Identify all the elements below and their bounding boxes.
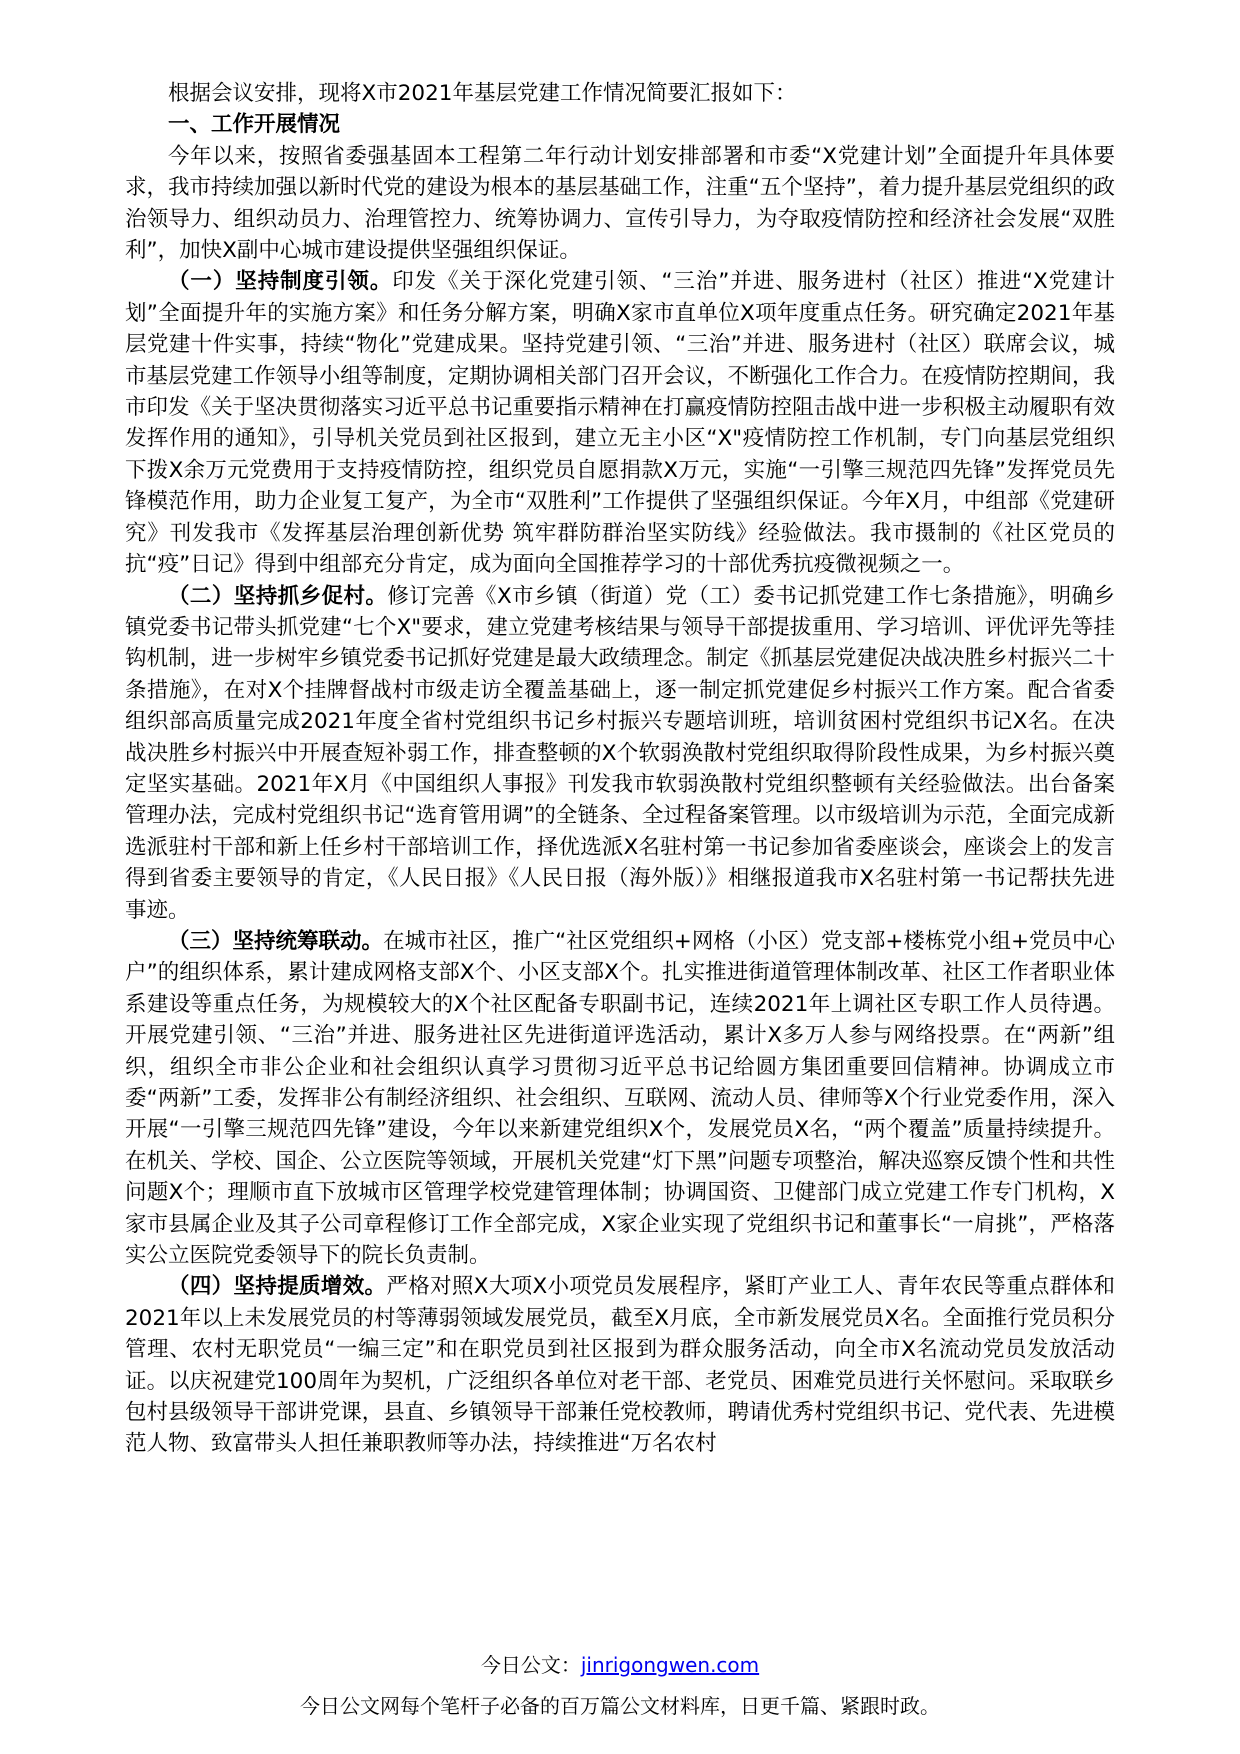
subsection-title: （四）坚持提质增效。 [168,1274,387,1300]
subsection-body: 印发《关于深化党建引领、“三治”并进、服务进村（社区）推进“X党建计划”全面提升年的实施方案》和任务分解方案，明确X家市直单位X项年度重点任务。研究确定2021年基层党建十件实事，持续“物化”党建成果。坚持党建引领、“三治”并进、服务进村（社区）联席会议，城市基层党建工作领导小组等制度，定期协调相关部门召开会议，不断强化工作合力。在疫情防控期间，我市印发《关于坚决贯彻落实习近平总书记重要指示精神在打赢疫情防控阻击战中进一步积极主动履职有效发挥作用的通知》，引导机关党员到社区报到，建立无主小区“X"疫情防控工作机制，专门向基层党组织下拨X余万元党费用于支持疫情防控，组织党员自愿捐款X万元，实施“一引擎三规范四先锋”发挥党员先锋模范作用，助力企业复工复产，为全市“双胜利”工作提供了坚强组织保证。今年X月，中组部《党建研究》刊发我市《发挥基层治理创新优势 筑牢群防群治坚实防线》经验做法。我市摄制的《社区党员的抗“疫”日记》得到中组部充分肯定，成为面向全国推荐学习的十部优秀抗疫微视频之一。 [125,269,1115,578]
section-intro-paragraph: 今年以来，按照省委强基固本工程第二年行动计划安排部署和市委“X党建计划”全面提升年具体要求，我市持续加强以新时代党的建设为根本的基层基础工作，注重“五个坚持”，着力提升基层党组织的政治领导力、组织动员力、治理管控力、统筹协调力、宣传引导力，为夺取疫情防控和经济社会发展“双胜利”，加快X副中心城市建设提供坚强组织保证。 [125,143,1115,264]
subsection-paragraph [125,581,1115,926]
intro-paragraph: 根据会议安排，现将X市2021年基层党建工作情况简要汇报如下： [168,81,797,106]
section-heading: 一、工作开展情况 [168,112,341,138]
subsection-title: （二）坚持抓乡促村。 [168,583,388,609]
subsection-paragraph [125,1271,1115,1459]
subsection-title: （一）坚持制度引领。 [168,269,393,295]
footer-site-label: 今日公文： [480,1653,581,1677]
subsection-title: （三）坚持统筹联动。 [168,928,384,954]
subsection-paragraph [125,266,1115,580]
footer-tagline: 今日公文网每个笔杆子必备的百万篇公文材料库，日更千篇、紧跟时政。 [300,1694,940,1718]
subsection-body: 在城市社区，推广“社区党组织+网格（小区）党支部+楼栋党小组+党员中心户”的组织体系，累计建成网格支部X个、小区支部X个。扎实推进街道管理体制改革、社区工作者职业体系建设等重点任务，为规模较大的X个社区配备专职副书记，连续2021年上调社区专职工作人员待遇。开展党建引领、“三治”并进、服务进社区先进街道评选活动，累计X多万人参与网络投票。在“两新”组织，组织全市非公企业和社会组织认真学习贯彻习近平总书记给圆方集团重要回信精神。协调成立市委“两新”工委，发挥非公有制经济组织、社会组织、互联网、流动人员、律师等X个行业党委作用，深入开展“一引擎三规范四先锋”建设，今年以来新建党组织X个，发展党员X名，“两个覆盖”质量持续提升。在机关、学校、国企、公立医院等领域，开展机关党建“灯下黑”问题专项整治，解决巡察反馈个性和共性问题X个；理顺市直下放城市区管理学校党建管理体制；协调国资、卫健部门成立党建工作专门机构，X家市县属企业及其子公司章程修订工作全部完成，X家企业实现了党组织书记和董事长“一肩挑”，严格落实公立医院党委领导下的院长负责制。 [125,928,1115,1269]
footer-site-link[interactable]: jinrigongwen.com [580,1653,760,1677]
footer-site [0,1652,1240,1678]
subsection-body: 严格对照X大项X小项党员发展程序，紧盯产业工人、青年农民等重点群体和2021年以上未发展党员的村等薄弱领域发展党员，截至X月底，全市新发展党员X名。全面推行党员积分管理、农村无职党员“一编三定”和在职党员到社区报到为群众服务活动，向全市X名流动党员发放活动证。以庆祝建党100周年为契机，广泛组织各单位对老干部、老党员、困难党员进行关怀慰问。采取联乡包村县级领导干部讲党课，县直、乡镇领导干部兼任党校教师，聘请优秀村党组织书记、党代表、先进模范人物、致富带头人担任兼职教师等办法，持续推进“万名农村 [125,1274,1115,1457]
document-body [125,78,1115,1460]
subsection-body: 修订完善《X市乡镇（街道）党（工）委书记抓党建工作七条措施》，明确乡镇党委书记带头抓党建“七个X"要求，建立党建考核结果与领导干部提拔重用、学习培训、评优评先等挂钩机制，进一步树牢乡镇党委书记抓好党建是最大政绩理念。制定《抓基层党建促决战决胜乡村振兴二十条措施》，在对X个挂牌督战村市级走访全覆盖基础上，逐一制定抓党建促乡村振兴工作方案。配合省委组织部高质量完成2021年度全省村党组织书记乡村振兴专题培训班，培训贫困村党组织书记X名。在决战决胜乡村振兴中开展查短补弱工作，排查整顿的X个软弱涣散村党组织取得阶段性成果，为乡村振兴奠定坚实基础。2021年X月《中国组织人事报》刊发我市软弱涣散村党组织整顿有关经验做法。出台备案管理办法，完成村党组织书记“选育管用调”的全链条、全过程备案管理。以市级培训为示范，全面完成新选派驻村干部和新上任乡村干部培训工作，择优选派X名驻村第一书记参加省委座谈会，座谈会上的发言得到省委主要领导的肯定，《人民日报》《人民日报（海外版）》相继报道我市X名驻村第一书记帮扶先进事迹。 [125,583,1115,923]
subsection-paragraph [125,926,1115,1271]
